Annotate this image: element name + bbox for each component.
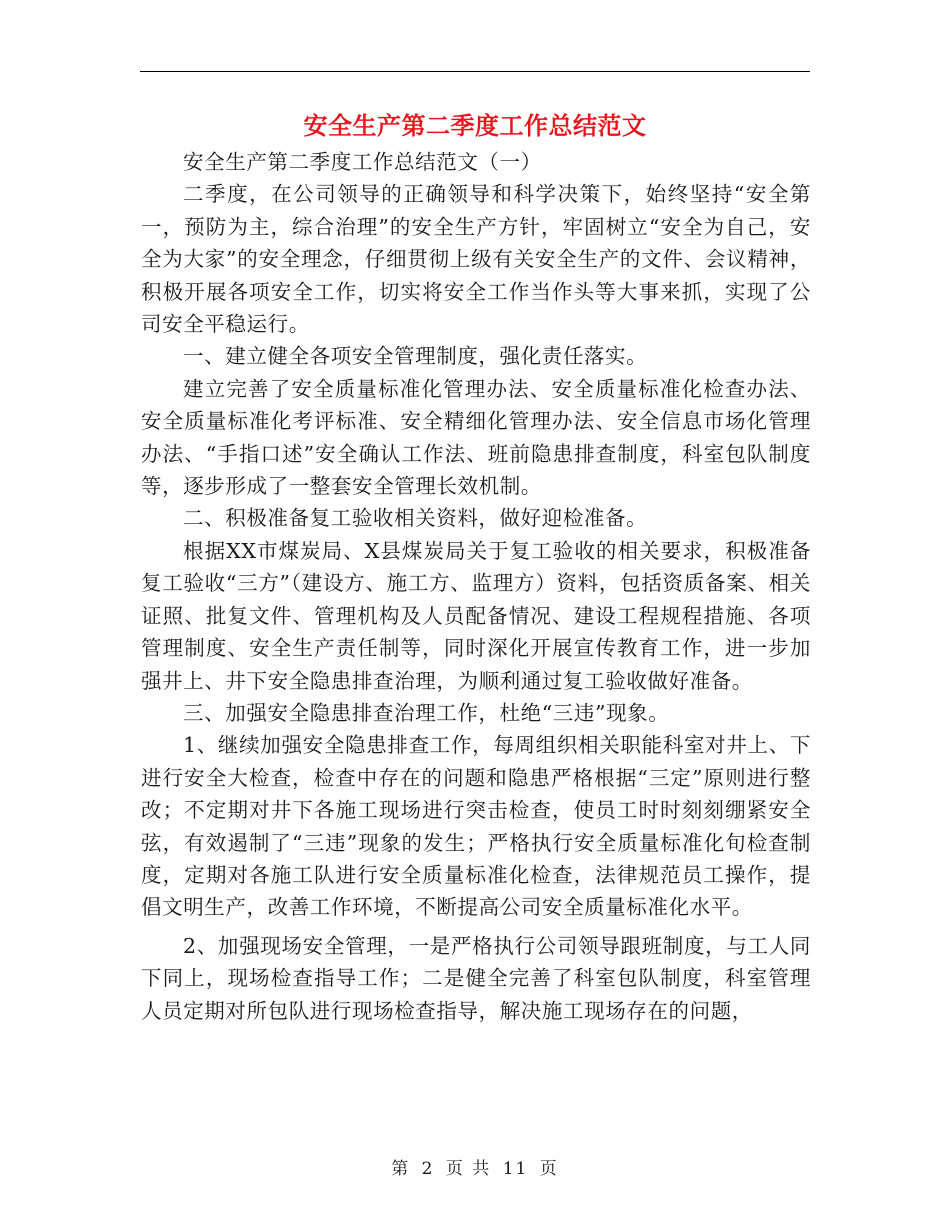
paragraph-intro: 二季度，在公司领导的正确领导和科学决策下，始终坚持“安全第一，预防为主，综合治理”的安全生产方针，牢固树立“安全为自己，安全为大家”的安全理念，仔细贯彻上级有关安全生产的文件、会议精神，积极开展各项安全工作，切实将安全工作当作头等大事来抓，实现了公司安全平稳运行。 <box>141 182 811 337</box>
footer-page-suffix: 页 <box>539 1159 559 1179</box>
footer-page-number: 2 <box>421 1159 435 1179</box>
section-heading-3: 三、加强安全隐患排查治理工作，杜绝“三违”现象。 <box>183 700 670 725</box>
section-heading-1: 一、建立健全各项安全管理制度，强化责任落实。 <box>183 344 648 369</box>
section-heading-2: 二、积极准备复工验收相关资料，做好迎检准备。 <box>183 506 648 531</box>
footer-page-middle: 页 共 <box>445 1159 492 1179</box>
footer-page-prefix: 第 <box>391 1159 411 1179</box>
paragraph-section-1: 建立完善了安全质量标准化管理办法、安全质量标准化检查办法、安全质量标准化考评标准、安全精细化管理办法、安全信息市场化管理办法、“手指口述”安全确认工作法、班前隐患排查制度，科室包队制度等，逐步形成了一整套安全管理长效机制。 <box>141 376 811 499</box>
paragraph-subtitle: 安全生产第二季度工作总结范文（一） <box>183 150 542 174</box>
header-rule <box>140 71 810 72</box>
paragraph-section-2: 根据XX市煤炭局、X县煤炭局关于复工验收的相关要求，积极准备复工验收“三方”（建设方、施工方、监理方）资料，包括资质备案、相关证照、批复文件、管理机构及人员配备情况、建设工程规程措施、各项管理制度、安全生产责任制等，同时深化开展宣传教育工作，进一步加强井上、井下安全隐患排查治理，为顺利通过复工验收做好准备。 <box>141 538 811 693</box>
document-body <box>141 146 811 1027</box>
footer-page-total: 11 <box>502 1159 529 1179</box>
paragraph-item-1: 1、继续加强安全隐患排查工作，每周组织相关职能科室对井上、下进行安全大检查，检查中存在的问题和隐患严格根据“三定”原则进行整改；不定期对井下各施工现场进行突击检查，使员工时时刻刻绷紧安全弦，有效遏制了“三违”现象的发生；严格执行安全质量标准化旬检查制度，定期对各施工队进行安全质量标准化检查，法律规范员工操作，提倡文明生产，改善工作环境，不断提高公司安全质量标准化水平。 <box>141 733 811 920</box>
document-title: 安全生产第二季度工作总结范文 <box>303 111 647 140</box>
paragraph-item-2: 2、加强现场安全管理，一是严格执行公司领导跟班制度，与工人同下同上，现场检查指导工作；二是健全完善了科室包队制度，科室管理人员定期对所包队进行现场检查指导，解决施工现场存在的问题， <box>141 933 811 1023</box>
page-footer <box>0 1154 950 1179</box>
